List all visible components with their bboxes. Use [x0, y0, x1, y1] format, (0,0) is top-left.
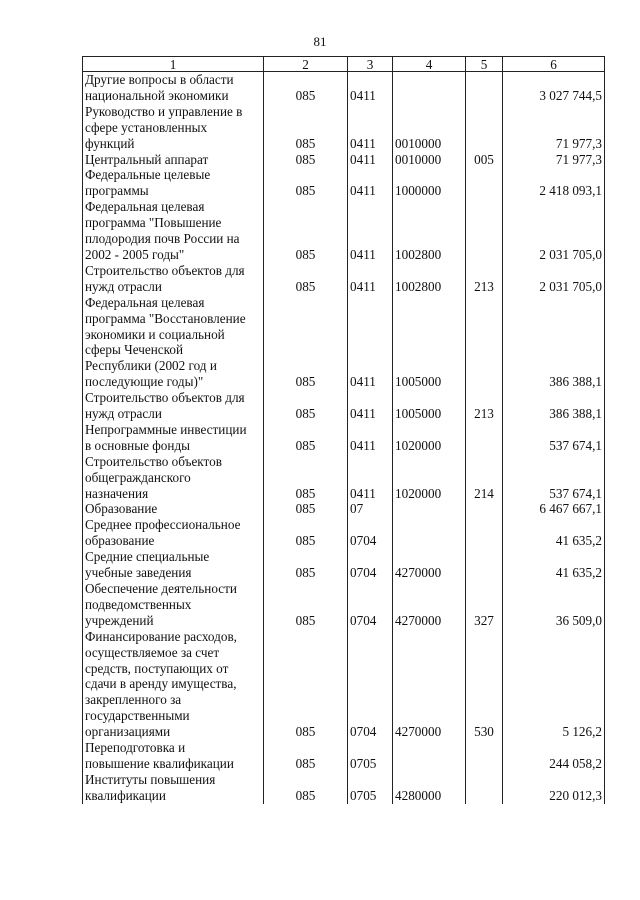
chapter-code-cell: 085: [264, 263, 348, 295]
expense-type-cell: [466, 517, 503, 549]
row-name-cell: Средние специальные учебные заведения: [83, 549, 264, 581]
chapter-code-cell: 085: [264, 581, 348, 629]
column-header-2: 2: [264, 57, 348, 72]
expense-type-cell: [466, 199, 503, 263]
table-row: [83, 517, 605, 549]
amount-cell: 386 388,1: [503, 295, 605, 390]
amount-cell: 3 027 744,5: [503, 72, 605, 104]
expense-type-cell: [466, 501, 503, 517]
chapter-code-cell: 085: [264, 199, 348, 263]
row-name-cell: Переподготовка и повышение квалификации: [83, 740, 264, 772]
chapter-code-cell: 085: [264, 740, 348, 772]
expense-type-cell: [466, 740, 503, 772]
table-row: [83, 581, 605, 629]
amount-cell: 6 467 667,1: [503, 501, 605, 517]
row-name-cell: Финансирование расходов, осуществляемое за счет средств, поступающих от сдачи в аренду имущества, закрепленного за государственными организациями: [83, 629, 264, 740]
chapter-code-cell: 085: [264, 295, 348, 390]
section-code-cell: 0704: [348, 517, 393, 549]
section-code-cell: 0411: [348, 295, 393, 390]
chapter-code-cell: 085: [264, 422, 348, 454]
section-code-cell: 0411: [348, 454, 393, 502]
section-code-cell: 0411: [348, 390, 393, 422]
expense-type-cell: 214: [466, 454, 503, 502]
row-name-cell: Федеральная целевая программа "Восстановление экономики и социальной сферы Чеченской Республики (2002 год и последующие годы)": [83, 295, 264, 390]
chapter-code-cell: 085: [264, 517, 348, 549]
row-name-cell: Федеральные целевые программы: [83, 167, 264, 199]
expense-type-cell: 213: [466, 390, 503, 422]
target-article-cell: 1005000: [393, 295, 466, 390]
table-row: [83, 263, 605, 295]
row-name-cell: Строительство объектов для нужд отрасли: [83, 390, 264, 422]
amount-cell: 71 977,3: [503, 104, 605, 152]
expense-type-cell: 530: [466, 629, 503, 740]
table-row: [83, 167, 605, 199]
amount-cell: 2 031 705,0: [503, 199, 605, 263]
column-header-1: 1: [83, 57, 264, 72]
chapter-code-cell: 085: [264, 629, 348, 740]
chapter-code-cell: 085: [264, 167, 348, 199]
table-row: [83, 199, 605, 263]
table-row: [83, 72, 605, 104]
amount-cell: 537 674,1: [503, 422, 605, 454]
amount-cell: 220 012,3: [503, 772, 605, 804]
table-row: [83, 454, 605, 502]
amount-cell: 2 031 705,0: [503, 263, 605, 295]
amount-cell: 244 058,2: [503, 740, 605, 772]
target-article-cell: 4280000: [393, 772, 466, 804]
amount-cell: 36 509,0: [503, 581, 605, 629]
expense-type-cell: [466, 422, 503, 454]
section-code-cell: 0411: [348, 167, 393, 199]
section-code-cell: 07: [348, 501, 393, 517]
chapter-code-cell: 085: [264, 501, 348, 517]
table-body: [83, 72, 605, 804]
target-article-cell: [393, 501, 466, 517]
column-header-5: 5: [466, 57, 503, 72]
amount-cell: 2 418 093,1: [503, 167, 605, 199]
table-row: [83, 104, 605, 152]
section-code-cell: 0411: [348, 263, 393, 295]
column-header-6: 6: [503, 57, 605, 72]
target-article-cell: 1000000: [393, 167, 466, 199]
row-name-cell: Непрограммные инвестиции в основные фонды: [83, 422, 264, 454]
row-name-cell: Среднее профессиональное образование: [83, 517, 264, 549]
table-row: [83, 390, 605, 422]
expense-type-cell: 213: [466, 263, 503, 295]
column-header-3: 3: [348, 57, 393, 72]
page-number: 81: [313, 34, 327, 49]
expense-type-cell: [466, 72, 503, 104]
target-article-cell: 1002800: [393, 199, 466, 263]
table-row: [83, 295, 605, 390]
table-row: [83, 772, 605, 804]
chapter-code-cell: 085: [264, 454, 348, 502]
table-row: [83, 501, 605, 517]
row-name-cell: Центральный аппарат: [83, 152, 264, 168]
expense-type-cell: [466, 772, 503, 804]
target-article-cell: [393, 517, 466, 549]
row-name-cell: Другие вопросы в области национальной экономики: [83, 72, 264, 104]
table-row: [83, 422, 605, 454]
target-article-cell: 1002800: [393, 263, 466, 295]
section-code-cell: 0411: [348, 72, 393, 104]
column-header-4: 4: [393, 57, 466, 72]
target-article-cell: 4270000: [393, 581, 466, 629]
row-name-cell: Строительство объектов общегражданского назначения: [83, 454, 264, 502]
target-article-cell: [393, 740, 466, 772]
section-code-cell: 0704: [348, 629, 393, 740]
section-code-cell: 0705: [348, 740, 393, 772]
table-row: [83, 152, 605, 168]
row-name-cell: Образование: [83, 501, 264, 517]
section-code-cell: 0411: [348, 199, 393, 263]
expense-type-cell: 327: [466, 581, 503, 629]
chapter-code-cell: 085: [264, 152, 348, 168]
chapter-code-cell: 085: [264, 104, 348, 152]
target-article-cell: 1005000: [393, 390, 466, 422]
amount-cell: 386 388,1: [503, 390, 605, 422]
row-name-cell: Обеспечение деятельности подведомственных учреждений: [83, 581, 264, 629]
row-name-cell: Строительство объектов для нужд отрасли: [83, 263, 264, 295]
target-article-cell: [393, 72, 466, 104]
row-name-cell: Руководство и управление в сфере установленных функций: [83, 104, 264, 152]
section-code-cell: 0704: [348, 581, 393, 629]
table-row: [83, 629, 605, 740]
section-code-cell: 0704: [348, 549, 393, 581]
chapter-code-cell: 085: [264, 772, 348, 804]
row-name-cell: Федеральная целевая программа "Повышение плодородия почв России на 2002 - 2005 годы": [83, 199, 264, 263]
target-article-cell: 4270000: [393, 629, 466, 740]
target-article-cell: 0010000: [393, 104, 466, 152]
chapter-code-cell: 085: [264, 72, 348, 104]
target-article-cell: 1020000: [393, 422, 466, 454]
expense-type-cell: [466, 167, 503, 199]
chapter-code-cell: 085: [264, 390, 348, 422]
section-code-cell: 0411: [348, 422, 393, 454]
section-code-cell: 0411: [348, 152, 393, 168]
section-code-cell: 0411: [348, 104, 393, 152]
chapter-code-cell: 085: [264, 549, 348, 581]
section-code-cell: 0705: [348, 772, 393, 804]
table-header-row: [83, 57, 605, 72]
row-name-cell: Институты повышения квалификации: [83, 772, 264, 804]
expense-type-cell: 005: [466, 152, 503, 168]
target-article-cell: 4270000: [393, 549, 466, 581]
table-row: [83, 740, 605, 772]
amount-cell: 41 635,2: [503, 549, 605, 581]
budget-table: [82, 56, 605, 804]
expense-type-cell: [466, 295, 503, 390]
amount-cell: 537 674,1: [503, 454, 605, 502]
amount-cell: 41 635,2: [503, 517, 605, 549]
table-row: [83, 549, 605, 581]
amount-cell: 5 126,2: [503, 629, 605, 740]
expense-type-cell: [466, 104, 503, 152]
target-article-cell: 1020000: [393, 454, 466, 502]
expense-type-cell: [466, 549, 503, 581]
target-article-cell: 0010000: [393, 152, 466, 168]
amount-cell: 71 977,3: [503, 152, 605, 168]
